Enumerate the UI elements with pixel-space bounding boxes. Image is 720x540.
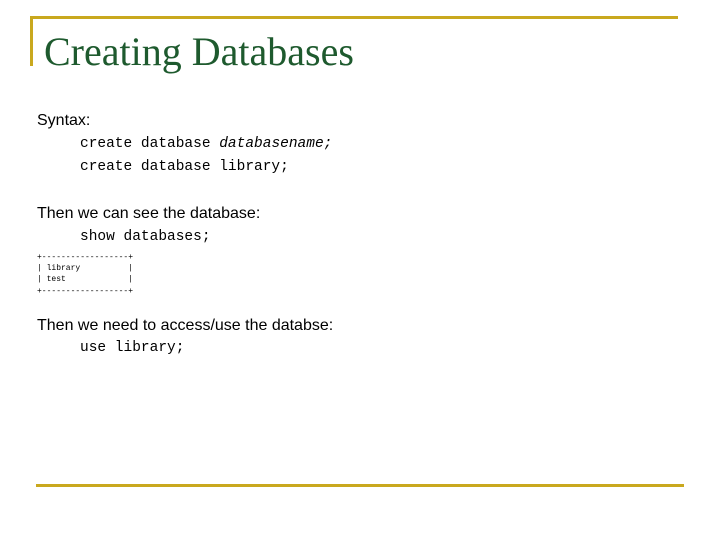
result-table-row: | library | (37, 264, 134, 273)
syntax-line-1-placeholder: databasename; (219, 136, 333, 152)
show-databases-command: show databases; (80, 229, 211, 245)
use-library-command: use library; (80, 340, 185, 356)
syntax-line-1-prefix: create database (80, 136, 220, 152)
result-table-border-top: +------------------+ (37, 253, 134, 262)
syntax-line-1 (80, 134, 332, 154)
syntax-label: Syntax: (37, 112, 91, 129)
slide-title: Creating Databases (44, 29, 354, 74)
syntax-line-2: create database library; (80, 159, 289, 175)
see-database-label: Then we can see the database: (37, 205, 261, 222)
result-table-row: | test | (37, 275, 134, 284)
use-database-label: Then we need to access/use the databse: (37, 317, 334, 334)
frame-bottom-line (36, 484, 684, 487)
frame-top-line (30, 16, 678, 19)
result-table-border-bottom: +------------------+ (37, 287, 134, 296)
frame-left-line (30, 16, 33, 66)
